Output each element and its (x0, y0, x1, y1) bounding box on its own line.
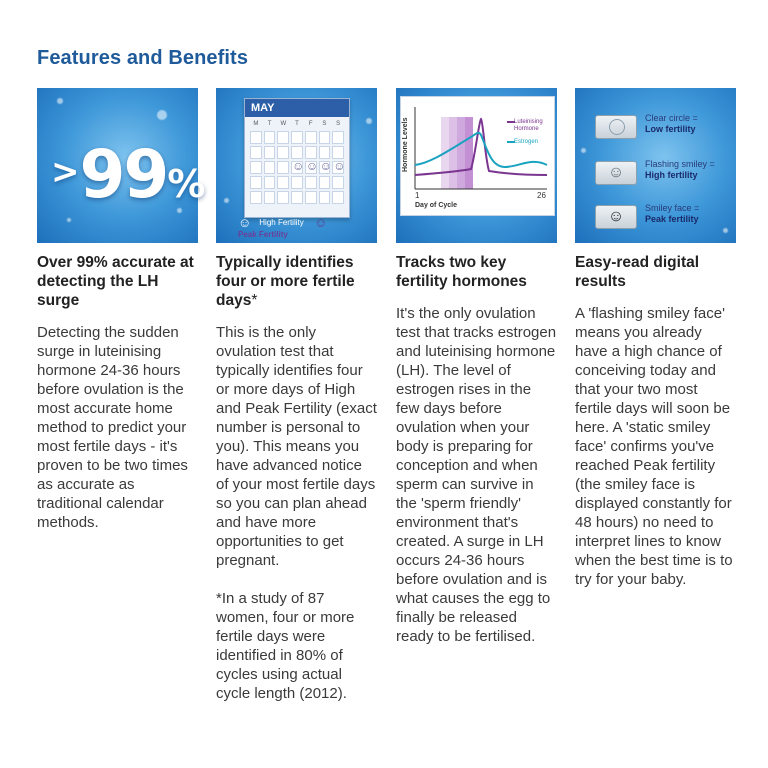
feature-heading: Typically identifies four or more fertile days* (216, 254, 355, 309)
feature-description: It's the only ovulation test that tracks estrogen and luteinising hormone (LH). The level of estrogen rises in the few days before ovulation when your body is preparing for conception and when sperm can survive in the 'sperm friendly' environment that's created. A surge in LH occurs 24-36 hours before ovulation and is what causes the egg to finally be released ready to be fertilised. (396, 305, 557, 645)
calendar-grid: M T W T F S S ☺ ☺ ☺ ☺ (245, 117, 349, 208)
peak-fertility-smiley-icon: ☺ (313, 215, 328, 230)
calendar-graphic (244, 98, 350, 218)
hormone-chart-svg (401, 97, 554, 215)
hormone-chart (400, 96, 555, 216)
feature-description: Detecting the sudden surge in luteinising hormone 24-36 hours before ovulation is the most accurate home method to predict your most fertile days - it's proven to be two times as accurate as traditional calendar methods. (37, 324, 188, 531)
chart-x-tick-start: 1 (415, 191, 420, 200)
feature-heading: Easy-read digital results (575, 254, 700, 290)
feature-fertile-days (216, 88, 378, 703)
digital-results-image (575, 88, 736, 243)
feature-heading: Over 99% accurate at detecting the LH surge (37, 254, 194, 309)
chart-y-axis-label: Hormone Levels (402, 117, 409, 172)
chart-x-tick-end: 26 (537, 191, 546, 200)
result-row-low: Clear circle = Low fertility (595, 113, 735, 139)
feature-description: A 'flashing smiley face' means you already have a high chance of conceiving today and that your two most fertile days will soon be here. A 'static smiley face' confirms you've reached Peak fertility (the smiley face is displayed constantly for 48 hours) no need to interpret lines to know when the best time is to try for your baby. (575, 305, 733, 588)
legend-estrogen: Estrogen (514, 139, 539, 145)
feature-heading: Tracks two key fertility hormones (396, 254, 527, 290)
calendar-image (216, 88, 377, 243)
accuracy-figure: >99% (51, 136, 206, 213)
feature-accuracy (37, 88, 206, 532)
hormone-chart-image (396, 88, 557, 243)
result-row-peak: ☺ Smiley face = Peak fertility (595, 203, 735, 229)
feature-digital-results (575, 88, 737, 589)
high-fertility-smiley-icon: ☺ (238, 215, 252, 230)
calendar-legend: ☺ High Fertility ☺Peak Fertility (238, 215, 328, 240)
calendar-month: MAY (245, 99, 349, 117)
legend-lh: Luteinising Hormone (514, 119, 543, 132)
page-title: Features and Benefits (37, 47, 249, 69)
chart-x-axis-label: Day of Cycle (415, 202, 458, 209)
feature-hormones (396, 88, 558, 646)
accuracy-image (37, 88, 206, 243)
clear-circle-icon (609, 119, 625, 135)
result-row-high: ☺ Flashing smiley = High fertility (595, 159, 735, 185)
smiley-face-icon: ☺ (607, 208, 625, 225)
feature-footnote: *In a study of 87 women, four or more fertile days were identified in 80% of cycles using actual cycle length (2012). (216, 590, 355, 702)
flashing-smiley-icon: ☺ (607, 164, 625, 181)
feature-description: This is the only ovulation test that typically identifies four or more days of High and Peak Fertility (exact number is personal to you). This means you have advanced notice of your most fertile days so you can plan ahead and have more opportunities to get pregnant. (216, 324, 377, 569)
